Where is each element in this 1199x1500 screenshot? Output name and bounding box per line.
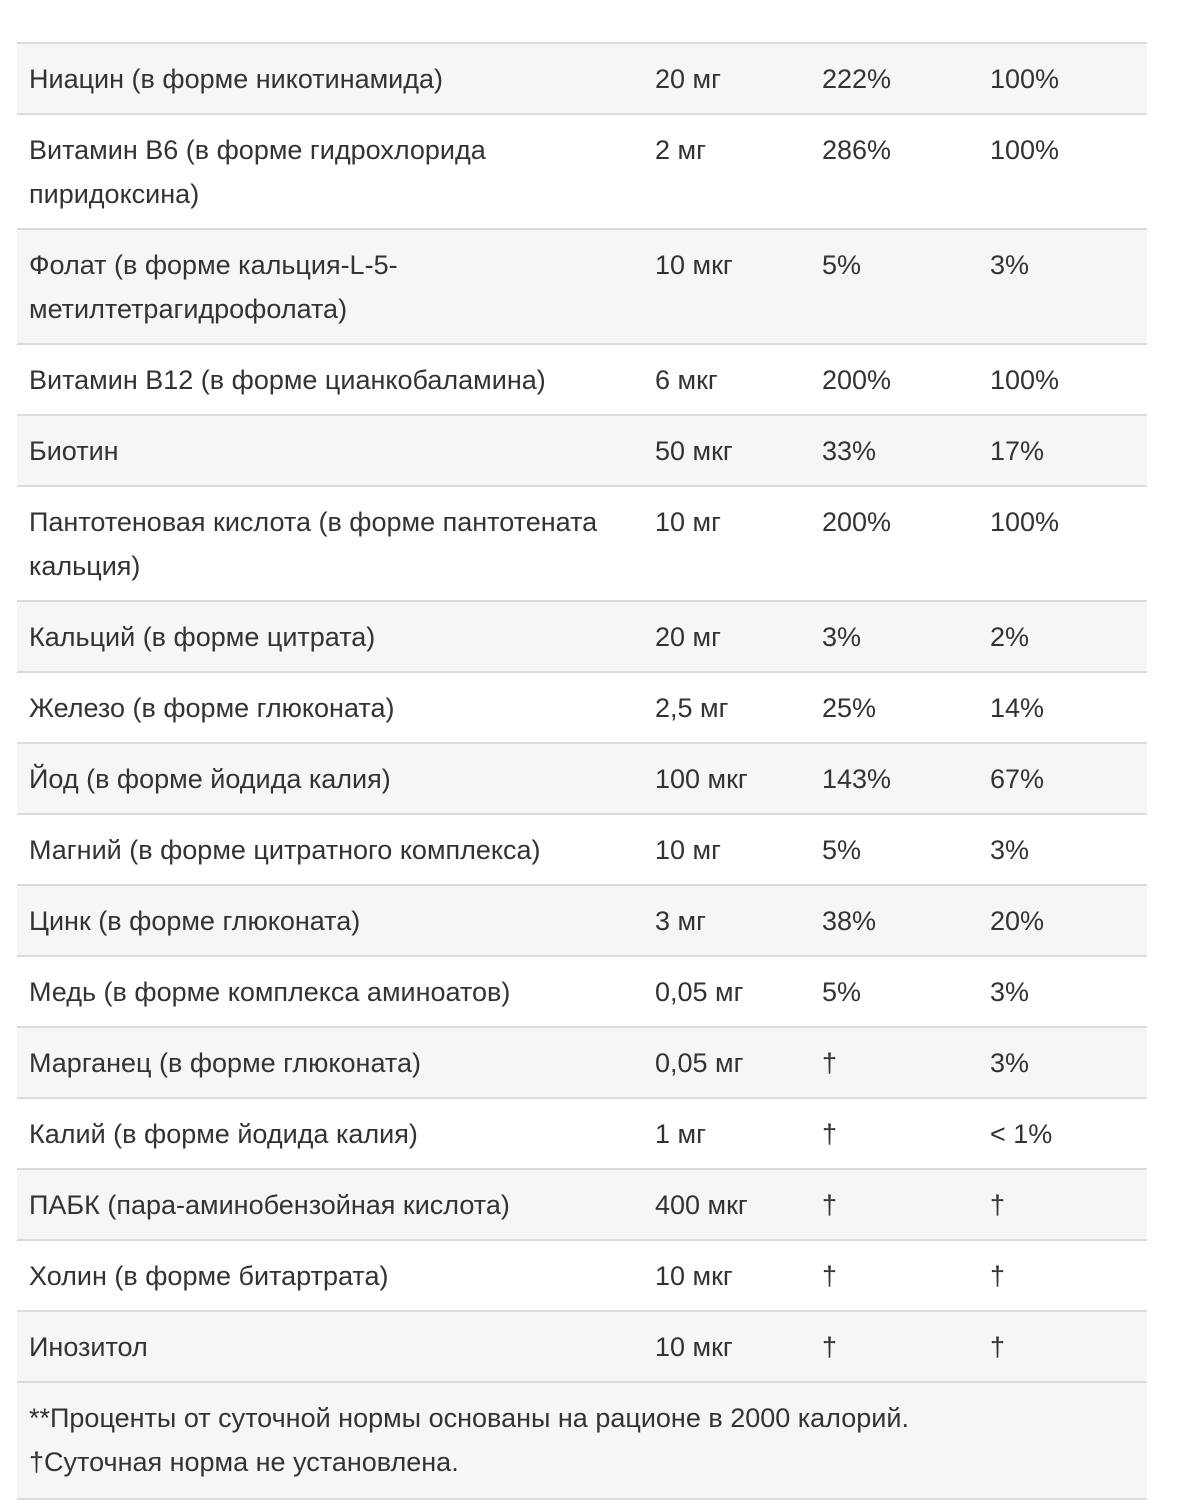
nutrient-name-cell: Инозитол [17, 1311, 655, 1382]
table-row [17, 415, 1147, 486]
table-row [17, 229, 1147, 344]
daily-value-percent-2-cell: 2% [990, 601, 1147, 672]
nutrient-name-cell: Йод (в форме йодида калия) [17, 743, 655, 814]
daily-value-percent-cell: 33% [822, 415, 990, 486]
table-row [17, 1240, 1147, 1311]
amount-cell: 20 мг [655, 601, 822, 672]
daily-value-percent-cell: 3% [822, 601, 990, 672]
daily-value-percent-2-cell: 100% [990, 486, 1147, 601]
daily-value-percent-cell: 38% [822, 885, 990, 956]
nutrient-name-cell: Марганец (в форме глюконата) [17, 1027, 655, 1098]
daily-value-percent-cell: † [822, 1027, 990, 1098]
daily-value-percent-cell: 200% [822, 486, 990, 601]
table-row [17, 344, 1147, 415]
nutrient-name-cell: Магний (в форме цитратного комплекса) [17, 814, 655, 885]
daily-value-percent-2-cell: 3% [990, 956, 1147, 1027]
table-row [17, 672, 1147, 743]
daily-value-percent-2-cell: 100% [990, 344, 1147, 415]
nutrient-name-cell: Витамин B6 (в форме гидрохлорида пиридоксина) [17, 114, 655, 229]
table-row [17, 1098, 1147, 1169]
amount-cell: 100 мкг [655, 743, 822, 814]
nutrient-name-cell: Цинк (в форме глюконата) [17, 885, 655, 956]
daily-value-percent-2-cell: 20% [990, 885, 1147, 956]
amount-cell: 10 мкг [655, 229, 822, 344]
daily-value-percent-cell: 5% [822, 956, 990, 1027]
table-row [17, 885, 1147, 956]
nutrient-name-cell: Медь (в форме комплекса аминоатов) [17, 956, 655, 1027]
table-row [17, 601, 1147, 672]
nutrient-name-cell: Кальций (в форме цитрата) [17, 601, 655, 672]
daily-value-percent-2-cell: † [990, 1169, 1147, 1240]
amount-cell: 10 мг [655, 486, 822, 601]
daily-value-percent-cell: † [822, 1098, 990, 1169]
daily-value-percent-2-cell: 3% [990, 229, 1147, 344]
nutrient-name-cell: Калий (в форме йодида калия) [17, 1098, 655, 1169]
daily-value-percent-cell: † [822, 1240, 990, 1311]
dagger-footnote: †Суточная норма не установлена. [29, 1447, 459, 1477]
daily-value-percent-cell: 5% [822, 814, 990, 885]
nutrient-name-cell: Ниацин (в форме никотинамида) [17, 44, 655, 114]
nutrient-table-body [17, 44, 1147, 1382]
daily-value-footnote: **Проценты от суточной нормы основаны на рационе в 2000 калорий. [29, 1403, 909, 1433]
daily-value-percent-2-cell: 67% [990, 743, 1147, 814]
daily-value-percent-2-cell: 14% [990, 672, 1147, 743]
nutrient-name-cell: Железо (в форме глюконата) [17, 672, 655, 743]
nutrient-name-cell: Витамин B12 (в форме цианкобаламина) [17, 344, 655, 415]
table-row [17, 956, 1147, 1027]
daily-value-percent-2-cell: † [990, 1311, 1147, 1382]
daily-value-percent-2-cell: 17% [990, 415, 1147, 486]
amount-cell: 0,05 мг [655, 1027, 822, 1098]
daily-value-percent-2-cell: < 1% [990, 1098, 1147, 1169]
amount-cell: 1 мг [655, 1098, 822, 1169]
amount-cell: 400 мкг [655, 1169, 822, 1240]
amount-cell: 2 мг [655, 114, 822, 229]
footnote-section [17, 1383, 1147, 1500]
daily-value-percent-2-cell: 100% [990, 44, 1147, 114]
amount-cell: 0,05 мг [655, 956, 822, 1027]
table-row [17, 814, 1147, 885]
daily-value-percent-2-cell: 3% [990, 1027, 1147, 1098]
table-row [17, 486, 1147, 601]
nutrient-name-cell: Пантотеновая кислота (в форме пантотената кальция) [17, 486, 655, 601]
daily-value-percent-cell: 143% [822, 743, 990, 814]
daily-value-percent-cell: † [822, 1311, 990, 1382]
table-row [17, 1311, 1147, 1382]
daily-value-percent-cell: † [822, 1169, 990, 1240]
daily-value-percent-2-cell: † [990, 1240, 1147, 1311]
table-row [17, 1169, 1147, 1240]
amount-cell: 6 мкг [655, 344, 822, 415]
nutrient-name-cell: Биотин [17, 415, 655, 486]
nutrient-table [17, 44, 1147, 1383]
daily-value-percent-cell: 200% [822, 344, 990, 415]
table-row [17, 1027, 1147, 1098]
amount-cell: 10 мг [655, 814, 822, 885]
nutrient-name-cell: Холин (в форме битартрата) [17, 1240, 655, 1311]
table-row [17, 743, 1147, 814]
daily-value-percent-2-cell: 3% [990, 814, 1147, 885]
amount-cell: 20 мг [655, 44, 822, 114]
daily-value-percent-2-cell: 100% [990, 114, 1147, 229]
nutrient-name-cell: ПАБК (пара-аминобензойная кислота) [17, 1169, 655, 1240]
daily-value-percent-cell: 25% [822, 672, 990, 743]
amount-cell: 2,5 мг [655, 672, 822, 743]
amount-cell: 10 мкг [655, 1311, 822, 1382]
daily-value-percent-cell: 286% [822, 114, 990, 229]
table-row [17, 44, 1147, 114]
amount-cell: 3 мг [655, 885, 822, 956]
table-row [17, 114, 1147, 229]
supplement-facts-panel [17, 42, 1147, 1500]
amount-cell: 50 мкг [655, 415, 822, 486]
daily-value-percent-cell: 5% [822, 229, 990, 344]
daily-value-percent-cell: 222% [822, 44, 990, 114]
amount-cell: 10 мкг [655, 1240, 822, 1311]
nutrient-name-cell: Фолат (в форме кальция-L-5-метилтетрагидрофолата) [17, 229, 655, 344]
